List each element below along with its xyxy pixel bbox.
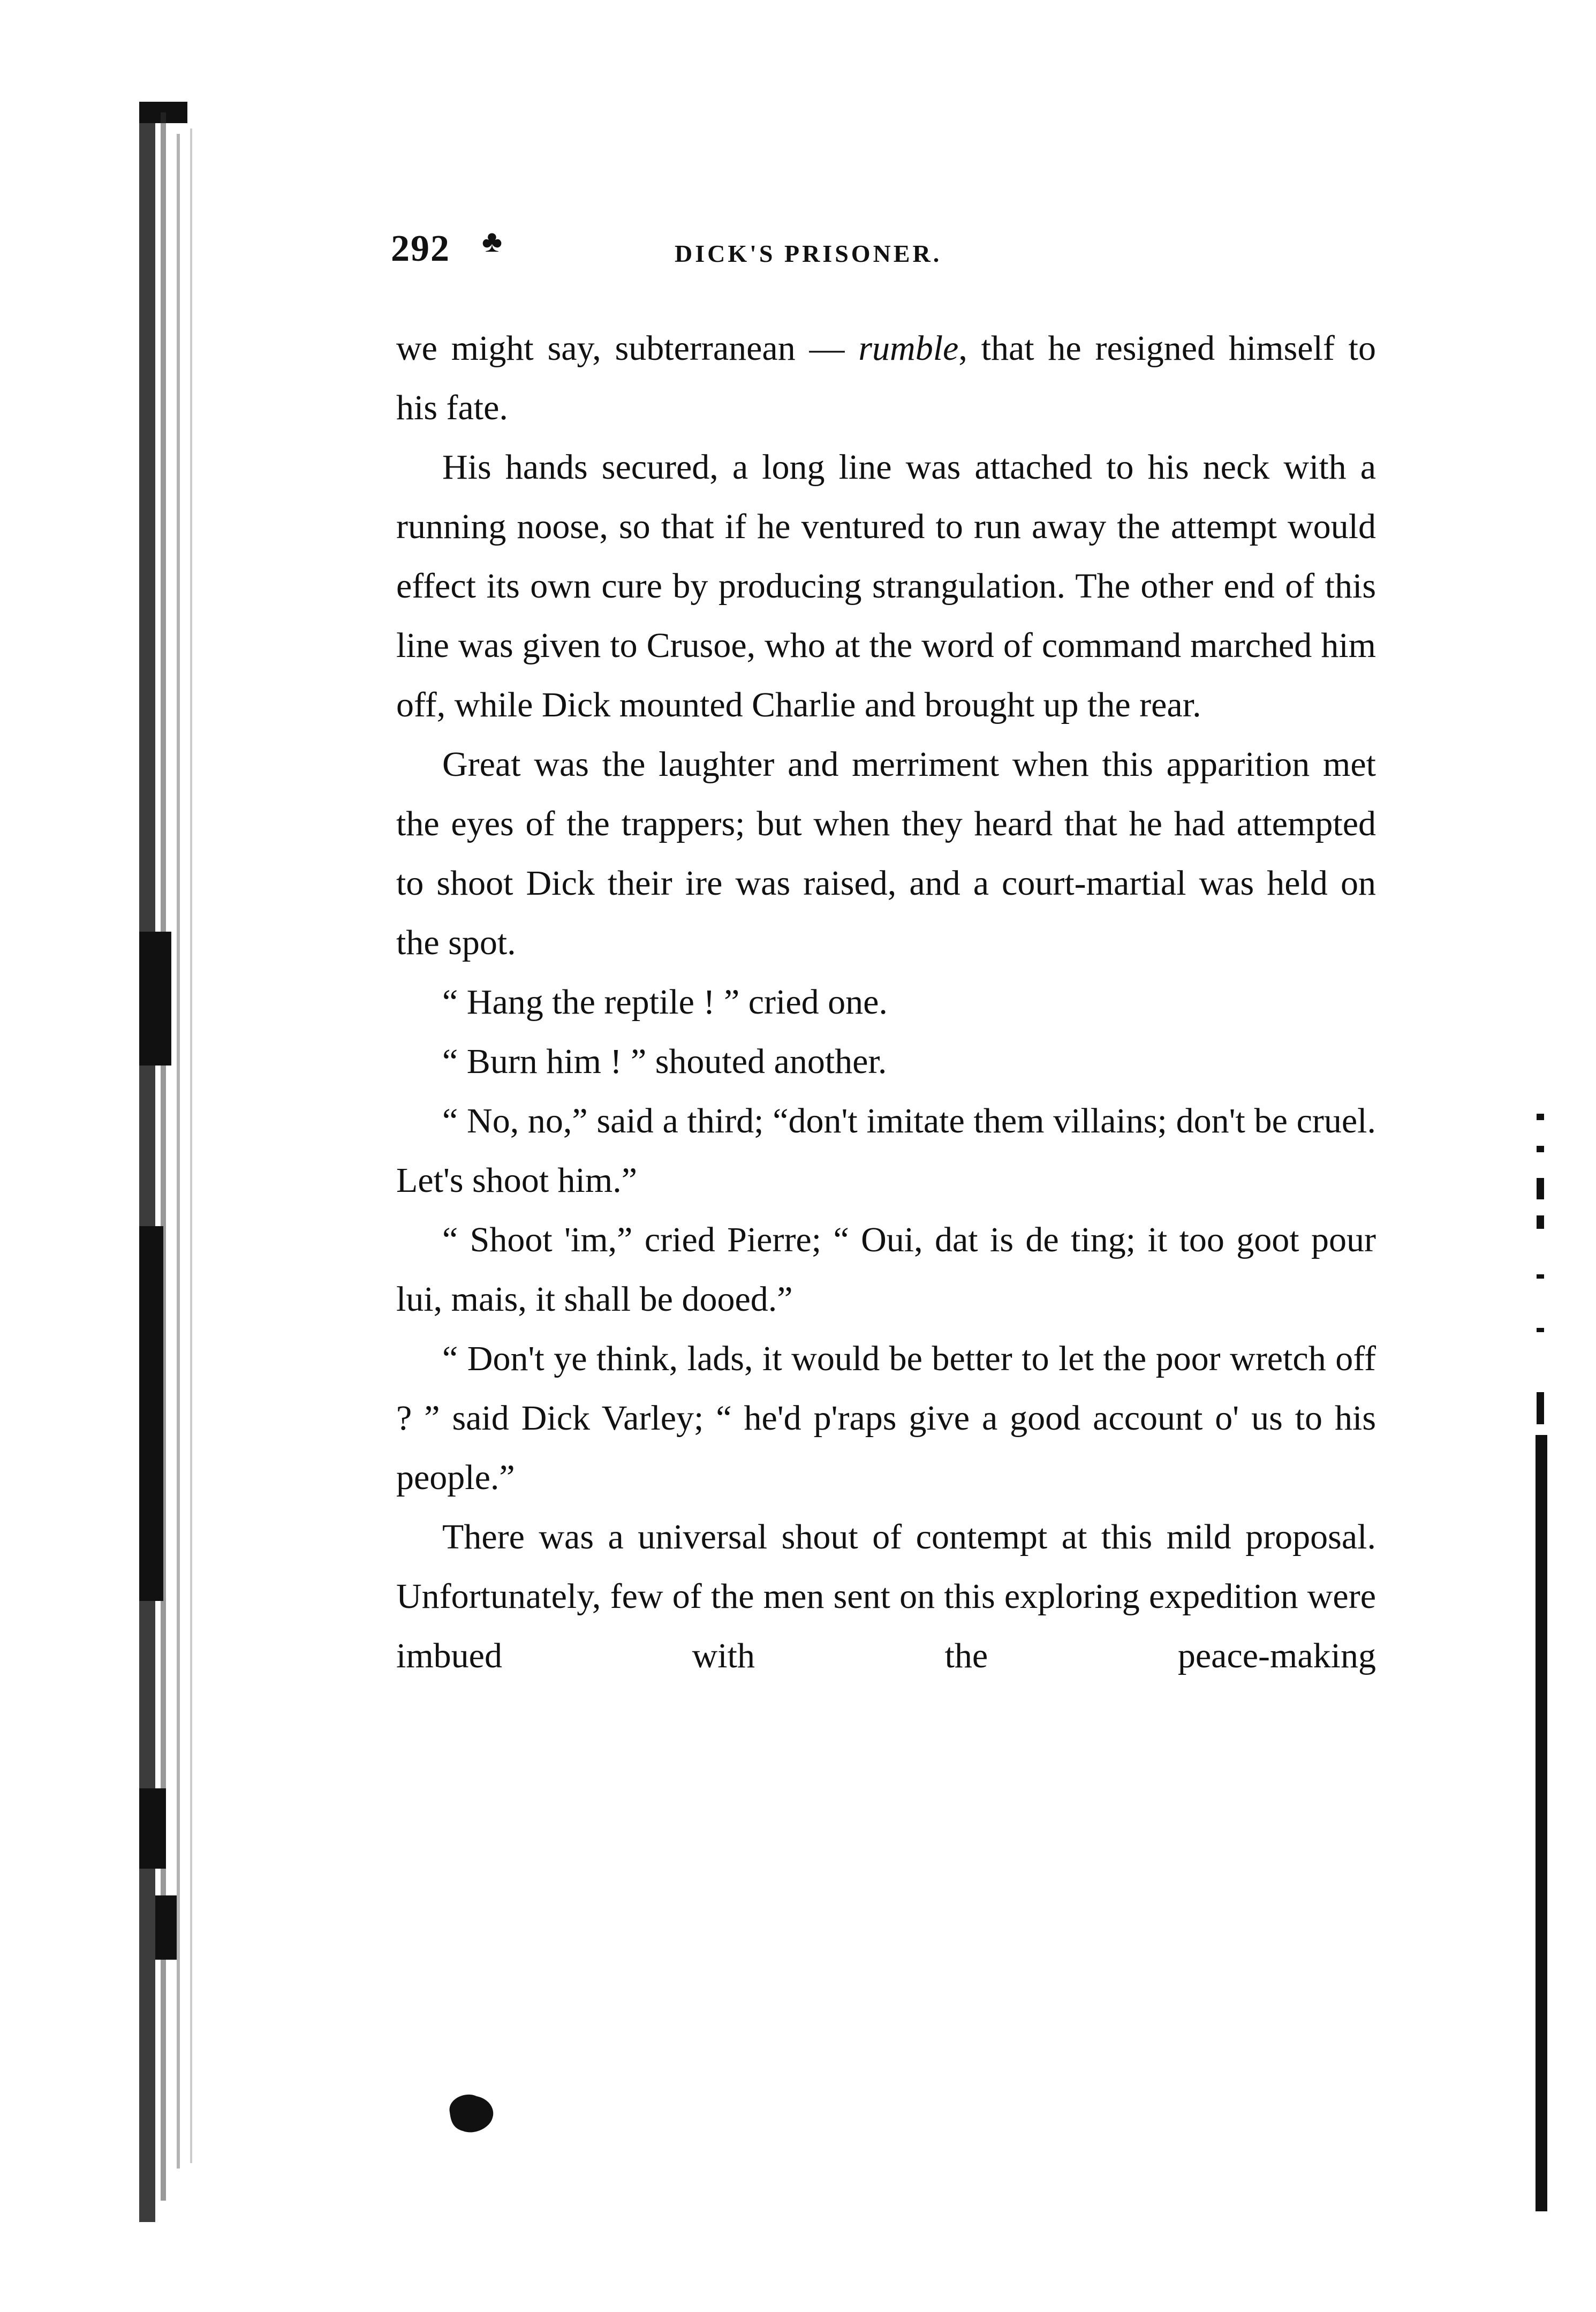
binding-edge-right — [1531, 1114, 1563, 2211]
ink-blot — [444, 2088, 498, 2136]
running-head: DICK'S PRISONER. — [675, 240, 942, 267]
paragraph — [396, 1329, 1376, 1507]
text-segment: His hands secured, a long line was attached to his neck with a running noose, so that if he ventured to run away the attempt would effect its own cure by producing strangulation. The other end of this line was given to Crusoe, who at the word of command marched him off, while Dick mounted Charlie and brought up the rear. — [396, 448, 1376, 724]
page-header — [391, 224, 1381, 286]
club-ornament-icon: ♣ — [482, 224, 503, 259]
paragraph — [396, 1032, 1376, 1091]
text-segment: “ Shoot 'im,” cried Pierre; “ Oui, dat is de ting; it too goot pour lui, mais, it shall be dooed.” — [396, 1220, 1376, 1319]
text-segment: “ Hang the reptile ! ” cried one. — [442, 983, 888, 1022]
paragraph — [396, 437, 1376, 735]
italic-text: rumble — [858, 329, 959, 368]
text-segment: Great was the laughter and merriment when this apparition met the eyes of the trappers; but when they heard that he had attempted to shoot Dick their ire was raised, and a court-martial was held on the spot. — [396, 745, 1376, 962]
text-segment: we might say, subterranean — — [396, 329, 859, 368]
body-text — [396, 319, 1376, 1686]
text-segment: “ No, no,” said a third; “don't imitate them villains; don't be cruel. Let's shoot him.” — [396, 1101, 1376, 1200]
text-segment: “ Don't ye think, lads, it would be better to let the poor wretch off ? ” said Dick Varley; “ he'd p'raps give a good account o' us to his people.” — [396, 1339, 1376, 1497]
text-segment: There was a universal shout of contempt at this mild proposal. Unfortunately, few of the men sent on this exploring expedition were imbued with the peace-making — [396, 1517, 1376, 1675]
paragraph — [396, 735, 1376, 972]
paragraph — [396, 1091, 1376, 1210]
binding-edge-left — [139, 102, 225, 2222]
paragraph — [396, 319, 1376, 437]
paragraph — [396, 972, 1376, 1032]
text-segment: “ Burn him ! ” shouted another. — [442, 1042, 887, 1081]
paragraph — [396, 1507, 1376, 1686]
text-segment: , that he resigned himself to his fate. — [396, 329, 1376, 427]
page-number: 292 — [391, 228, 450, 269]
paragraph — [396, 1210, 1376, 1329]
